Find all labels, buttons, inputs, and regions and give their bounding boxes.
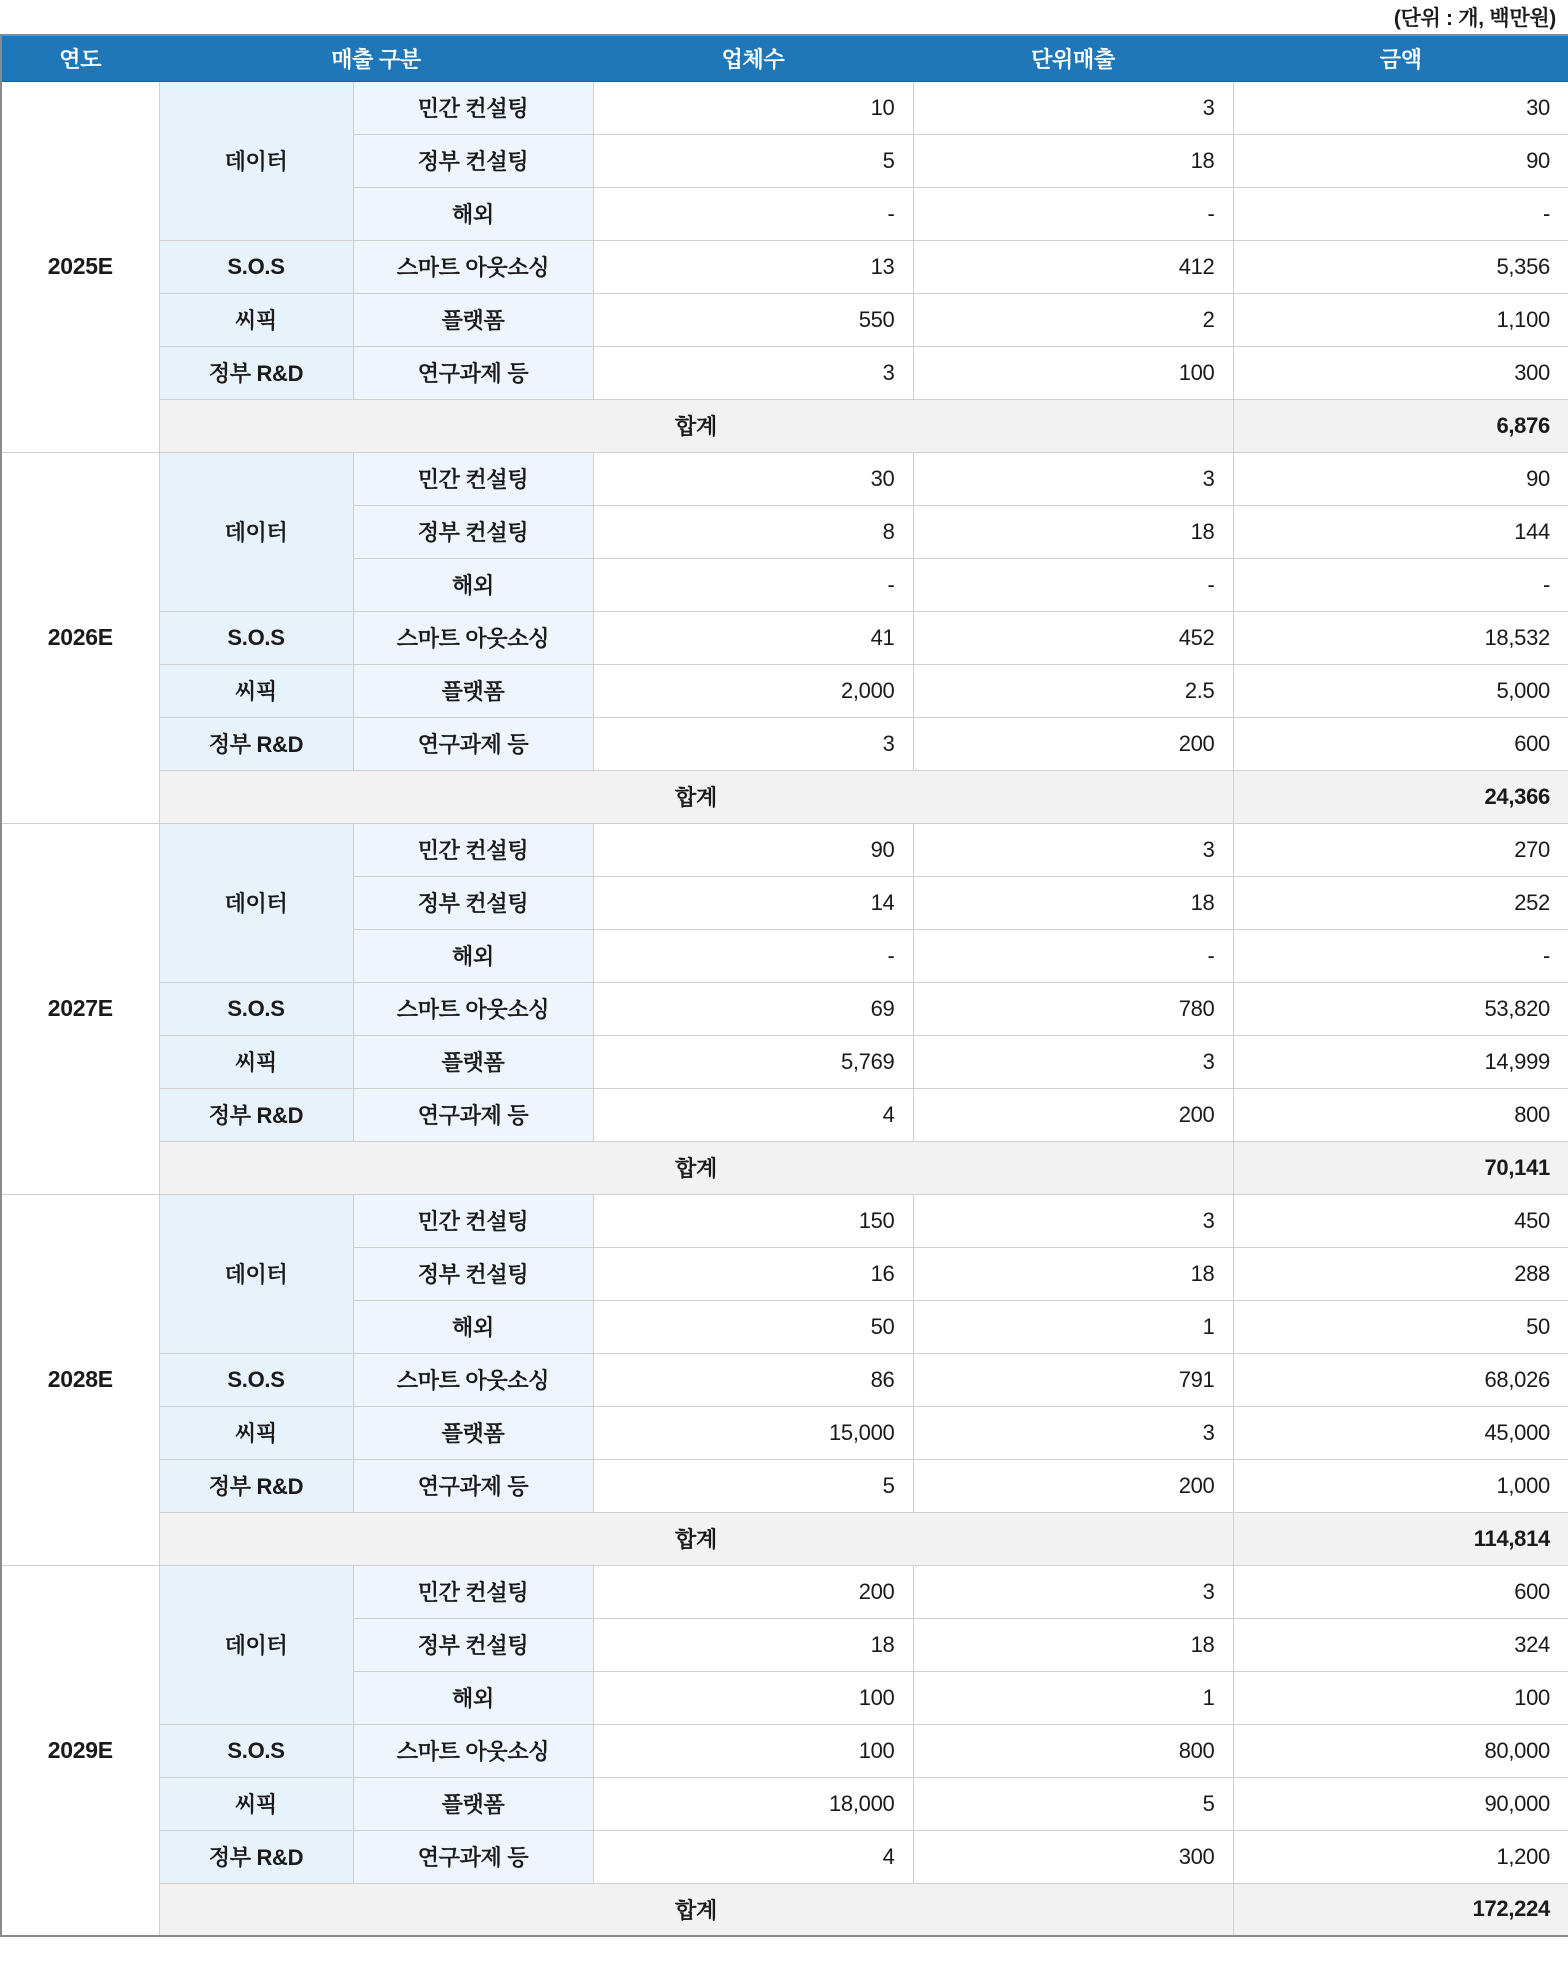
unit-sales-cell: 18 <box>913 505 1233 558</box>
company-count-cell: 4 <box>593 1088 913 1141</box>
company-count-cell: 100 <box>593 1724 913 1777</box>
total-amount-cell: 70,141 <box>1233 1141 1568 1194</box>
category-cell: 씨픽 <box>159 293 353 346</box>
company-count-cell: 69 <box>593 982 913 1035</box>
category-cell: 정부 R&D <box>159 346 353 399</box>
unit-sales-cell: 3 <box>913 452 1233 505</box>
unit-sales-cell: 18 <box>913 134 1233 187</box>
total-row <box>1 399 1568 452</box>
company-count-cell: 50 <box>593 1300 913 1353</box>
subcategory-cell: 플랫폼 <box>353 1406 593 1459</box>
year-cell: 2025E <box>1 81 159 452</box>
unit-sales-cell: 1 <box>913 1300 1233 1353</box>
company-count-cell: 90 <box>593 823 913 876</box>
unit-sales-cell: 452 <box>913 611 1233 664</box>
category-cell: S.O.S <box>159 1724 353 1777</box>
subcategory-cell: 정부 컨설팅 <box>353 1618 593 1671</box>
subcategory-cell: 해외 <box>353 187 593 240</box>
company-count-cell: 5 <box>593 1459 913 1512</box>
category-cell: 씨픽 <box>159 1035 353 1088</box>
category-cell: 데이터 <box>159 1194 353 1353</box>
unit-sales-cell: 1 <box>913 1671 1233 1724</box>
category-cell: 정부 R&D <box>159 1830 353 1883</box>
total-amount-cell: 114,814 <box>1233 1512 1568 1565</box>
unit-sales-cell: 3 <box>913 1565 1233 1618</box>
category-cell: 씨픽 <box>159 1777 353 1830</box>
table-row <box>1 346 1568 399</box>
company-count-cell: 100 <box>593 1671 913 1724</box>
amount-cell: 600 <box>1233 1565 1568 1618</box>
category-cell: S.O.S <box>159 982 353 1035</box>
amount-cell: - <box>1233 187 1568 240</box>
subcategory-cell: 스마트 아웃소싱 <box>353 611 593 664</box>
amount-cell: 14,999 <box>1233 1035 1568 1088</box>
unit-sales-cell: 18 <box>913 1247 1233 1300</box>
amount-cell: 288 <box>1233 1247 1568 1300</box>
company-count-cell: 41 <box>593 611 913 664</box>
total-row <box>1 770 1568 823</box>
category-cell: 데이터 <box>159 452 353 611</box>
unit-sales-cell: 412 <box>913 240 1233 293</box>
subcategory-cell: 스마트 아웃소싱 <box>353 1353 593 1406</box>
total-label: 합계 <box>159 399 1233 452</box>
amount-cell: 53,820 <box>1233 982 1568 1035</box>
table-row <box>1 717 1568 770</box>
amount-cell: 80,000 <box>1233 1724 1568 1777</box>
unit-sales-cell: 200 <box>913 1088 1233 1141</box>
unit-sales-cell: 18 <box>913 876 1233 929</box>
amount-cell: 18,532 <box>1233 611 1568 664</box>
unit-sales-cell: 5 <box>913 1777 1233 1830</box>
category-cell: 정부 R&D <box>159 1459 353 1512</box>
subcategory-cell: 민간 컨설팅 <box>353 1565 593 1618</box>
year-cell: 2027E <box>1 823 159 1194</box>
column-header-unit-sales: 단위매출 <box>913 35 1233 81</box>
subcategory-cell: 해외 <box>353 929 593 982</box>
table-row <box>1 1035 1568 1088</box>
unit-sales-cell: 100 <box>913 346 1233 399</box>
table-row <box>1 664 1568 717</box>
category-cell: 데이터 <box>159 823 353 982</box>
category-cell: 데이터 <box>159 1565 353 1724</box>
company-count-cell: 13 <box>593 240 913 293</box>
table-row <box>1 240 1568 293</box>
company-count-cell: 550 <box>593 293 913 346</box>
category-cell: S.O.S <box>159 240 353 293</box>
year-cell: 2028E <box>1 1194 159 1565</box>
total-label: 합계 <box>159 1512 1233 1565</box>
amount-cell: 600 <box>1233 717 1568 770</box>
amount-cell: 450 <box>1233 1194 1568 1247</box>
company-count-cell: 3 <box>593 346 913 399</box>
category-cell: S.O.S <box>159 1353 353 1406</box>
amount-cell: 90,000 <box>1233 1777 1568 1830</box>
total-label: 합계 <box>159 770 1233 823</box>
subcategory-cell: 민간 컨설팅 <box>353 1194 593 1247</box>
amount-cell: 1,000 <box>1233 1459 1568 1512</box>
amount-cell: 45,000 <box>1233 1406 1568 1459</box>
company-count-cell: 18 <box>593 1618 913 1671</box>
unit-sales-cell: 791 <box>913 1353 1233 1406</box>
subcategory-cell: 민간 컨설팅 <box>353 81 593 134</box>
subcategory-cell: 정부 컨설팅 <box>353 505 593 558</box>
company-count-cell: 86 <box>593 1353 913 1406</box>
company-count-cell: - <box>593 929 913 982</box>
unit-sales-cell: 3 <box>913 81 1233 134</box>
company-count-cell: 2,000 <box>593 664 913 717</box>
company-count-cell: - <box>593 558 913 611</box>
unit-sales-cell: 200 <box>913 717 1233 770</box>
category-cell: 씨픽 <box>159 664 353 717</box>
subcategory-cell: 연구과제 등 <box>353 1088 593 1141</box>
subcategory-cell: 스마트 아웃소싱 <box>353 240 593 293</box>
unit-sales-cell: - <box>913 187 1233 240</box>
amount-cell: 90 <box>1233 452 1568 505</box>
amount-cell: 800 <box>1233 1088 1568 1141</box>
table-row <box>1 1088 1568 1141</box>
category-cell: 씨픽 <box>159 1406 353 1459</box>
company-count-cell: 30 <box>593 452 913 505</box>
unit-sales-cell: 300 <box>913 1830 1233 1883</box>
amount-cell: 90 <box>1233 134 1568 187</box>
table-row <box>1 1459 1568 1512</box>
table-row <box>1 81 1568 134</box>
table-row <box>1 1353 1568 1406</box>
category-cell: 정부 R&D <box>159 717 353 770</box>
year-cell: 2029E <box>1 1565 159 1936</box>
table-row <box>1 452 1568 505</box>
unit-sales-cell: 18 <box>913 1618 1233 1671</box>
unit-sales-cell: 800 <box>913 1724 1233 1777</box>
unit-sales-cell: 200 <box>913 1459 1233 1512</box>
amount-cell: 300 <box>1233 346 1568 399</box>
subcategory-cell: 플랫폼 <box>353 1035 593 1088</box>
table-row <box>1 1406 1568 1459</box>
amount-cell: 324 <box>1233 1618 1568 1671</box>
subcategory-cell: 연구과제 등 <box>353 346 593 399</box>
subcategory-cell: 정부 컨설팅 <box>353 134 593 187</box>
amount-cell: 100 <box>1233 1671 1568 1724</box>
amount-cell: 144 <box>1233 505 1568 558</box>
column-header-year: 연도 <box>1 35 159 81</box>
subcategory-cell: 해외 <box>353 558 593 611</box>
table-header <box>1 35 1568 81</box>
subcategory-cell: 연구과제 등 <box>353 1830 593 1883</box>
header-row <box>1 35 1568 81</box>
amount-cell: 1,100 <box>1233 293 1568 346</box>
company-count-cell: 150 <box>593 1194 913 1247</box>
table-row <box>1 1724 1568 1777</box>
column-header-company-count: 업체수 <box>593 35 913 81</box>
subcategory-cell: 해외 <box>353 1671 593 1724</box>
category-cell: 데이터 <box>159 81 353 240</box>
category-cell: S.O.S <box>159 611 353 664</box>
table-row <box>1 1830 1568 1883</box>
subcategory-cell: 스마트 아웃소싱 <box>353 982 593 1035</box>
total-row <box>1 1512 1568 1565</box>
amount-cell: 5,000 <box>1233 664 1568 717</box>
company-count-cell: 5,769 <box>593 1035 913 1088</box>
total-label: 합계 <box>159 1883 1233 1936</box>
amount-cell: 30 <box>1233 81 1568 134</box>
unit-note-row <box>0 0 1568 34</box>
total-row <box>1 1883 1568 1936</box>
table-row <box>1 611 1568 664</box>
company-count-cell: 15,000 <box>593 1406 913 1459</box>
subcategory-cell: 플랫폼 <box>353 664 593 717</box>
unit-sales-cell: 3 <box>913 1035 1233 1088</box>
company-count-cell: 14 <box>593 876 913 929</box>
table-row <box>1 823 1568 876</box>
table-row <box>1 1194 1568 1247</box>
table-row <box>1 1777 1568 1830</box>
total-amount-cell: 172,224 <box>1233 1883 1568 1936</box>
company-count-cell: 18,000 <box>593 1777 913 1830</box>
unit-sales-cell: - <box>913 929 1233 982</box>
subcategory-cell: 플랫폼 <box>353 293 593 346</box>
subcategory-cell: 정부 컨설팅 <box>353 876 593 929</box>
company-count-cell: 8 <box>593 505 913 558</box>
amount-cell: - <box>1233 558 1568 611</box>
subcategory-cell: 해외 <box>353 1300 593 1353</box>
subcategory-cell: 정부 컨설팅 <box>353 1247 593 1300</box>
year-cell: 2026E <box>1 452 159 823</box>
subcategory-cell: 스마트 아웃소싱 <box>353 1724 593 1777</box>
table-body <box>1 81 1568 1936</box>
subcategory-cell: 연구과제 등 <box>353 1459 593 1512</box>
subcategory-cell: 연구과제 등 <box>353 717 593 770</box>
company-count-cell: - <box>593 187 913 240</box>
unit-sales-cell: 2 <box>913 293 1233 346</box>
total-row <box>1 1141 1568 1194</box>
company-count-cell: 10 <box>593 81 913 134</box>
unit-sales-cell: 3 <box>913 1194 1233 1247</box>
amount-cell: 1,200 <box>1233 1830 1568 1883</box>
table-row <box>1 1565 1568 1618</box>
company-count-cell: 5 <box>593 134 913 187</box>
amount-cell: 252 <box>1233 876 1568 929</box>
unit-sales-cell: - <box>913 558 1233 611</box>
unit-sales-cell: 780 <box>913 982 1233 1035</box>
company-count-cell: 200 <box>593 1565 913 1618</box>
company-count-cell: 4 <box>593 1830 913 1883</box>
amount-cell: - <box>1233 929 1568 982</box>
table-row <box>1 982 1568 1035</box>
unit-sales-cell: 3 <box>913 823 1233 876</box>
subcategory-cell: 민간 컨설팅 <box>353 823 593 876</box>
amount-cell: 68,026 <box>1233 1353 1568 1406</box>
total-label: 합계 <box>159 1141 1233 1194</box>
company-count-cell: 3 <box>593 717 913 770</box>
column-header-amount: 금액 <box>1233 35 1568 81</box>
amount-cell: 5,356 <box>1233 240 1568 293</box>
subcategory-cell: 민간 컨설팅 <box>353 452 593 505</box>
total-amount-cell: 24,366 <box>1233 770 1568 823</box>
table-row <box>1 293 1568 346</box>
amount-cell: 270 <box>1233 823 1568 876</box>
total-amount-cell: 6,876 <box>1233 399 1568 452</box>
unit-sales-cell: 2.5 <box>913 664 1233 717</box>
unit-note: (단위 : 개, 백만원) <box>1393 7 1556 30</box>
subcategory-cell: 플랫폼 <box>353 1777 593 1830</box>
unit-sales-cell: 3 <box>913 1406 1233 1459</box>
category-cell: 정부 R&D <box>159 1088 353 1141</box>
revenue-projection-table <box>0 34 1568 1937</box>
company-count-cell: 16 <box>593 1247 913 1300</box>
amount-cell: 50 <box>1233 1300 1568 1353</box>
column-header-sales-division: 매출 구분 <box>159 35 593 81</box>
